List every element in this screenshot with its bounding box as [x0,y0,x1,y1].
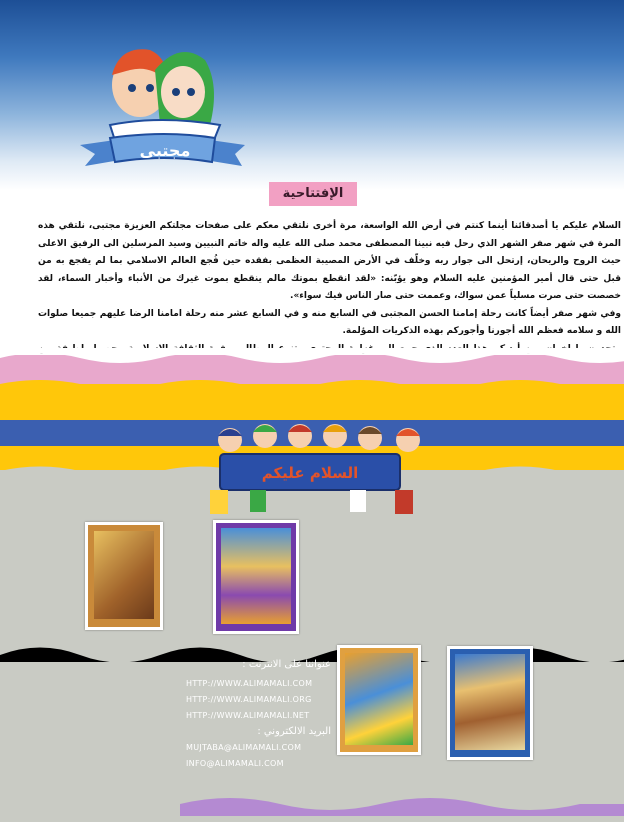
magazine-page-thumbnail [337,645,421,755]
magazine-page-thumbnail [447,646,533,760]
email-link[interactable]: INFO@ALIMAMALI.COM [186,759,284,768]
magazine-page-thumbnail [85,522,163,630]
website-link[interactable]: HTTP://WWW.ALIMAMALI.ORG [186,695,312,704]
purple-wave [0,792,624,816]
wave-yellow [0,376,624,392]
email-label: البريد الالكتروني : [257,726,331,737]
kids-banner-illustration [180,418,440,518]
email-link[interactable]: MUJTABA@ALIMAMALI.COM [186,743,302,752]
magazine-page-thumbnail [213,520,299,634]
contact-info [186,658,336,771]
paragraph: السلام عليكم يا أصدقائنا أينما كنتم في أرض الله الواسعة، مرة أخرى نلتقي معكم على صفحات مجلتكم العزيزة مجتبى، نلتقي هذه المرة في شهر صفر الشهر الذي رحل فيه نبينا المصطفى محمد صلى الله عليه واله خاتم النبيين وسيد المرسلين الى الرفيق الاعلى حيث الروح والريحان، إرتحل الى جوار ربه وخلّف في الأرض المصيبة العظمى بفقده حين فُجع العالم الاسلامي بما لم يفجع به من قبل حتى قال أمير المؤمنين عليه السلام وهو يؤبّنه: «لقد انقطع بموتك مالم ينقطع بموت غيرك من الأنباء وأخبار السماء، لقد خصصت حتى صرت مسلياً عمن سواك، وعممت حتى صار الناس فيك سواء». [38,221,621,301]
web-label: عنواننا على الانترنت : [242,659,331,670]
website-link[interactable]: HTTP://WWW.ALIMAMALI.COM [186,679,313,688]
website-link[interactable]: HTTP://WWW.ALIMAMALI.NET [186,711,310,720]
section-label: الإفتتاحية [269,182,357,206]
paragraph: وفي شهر صفر أيضاً كانت رحلة إمامنا الحسن المجتبى في السابع منه و في السابع عشر منه رحلة امامنا الرضا عليهم جميعا صلوات الله و سلامه فعظم الله أجورنا وأجوركم بهذه الذكريات المؤلمة. [38,308,621,336]
wave-top [0,348,624,368]
banner-text: السلام عليكم [261,464,359,482]
logo-text: مجتبى [139,141,191,160]
mascot-logo [70,30,250,180]
